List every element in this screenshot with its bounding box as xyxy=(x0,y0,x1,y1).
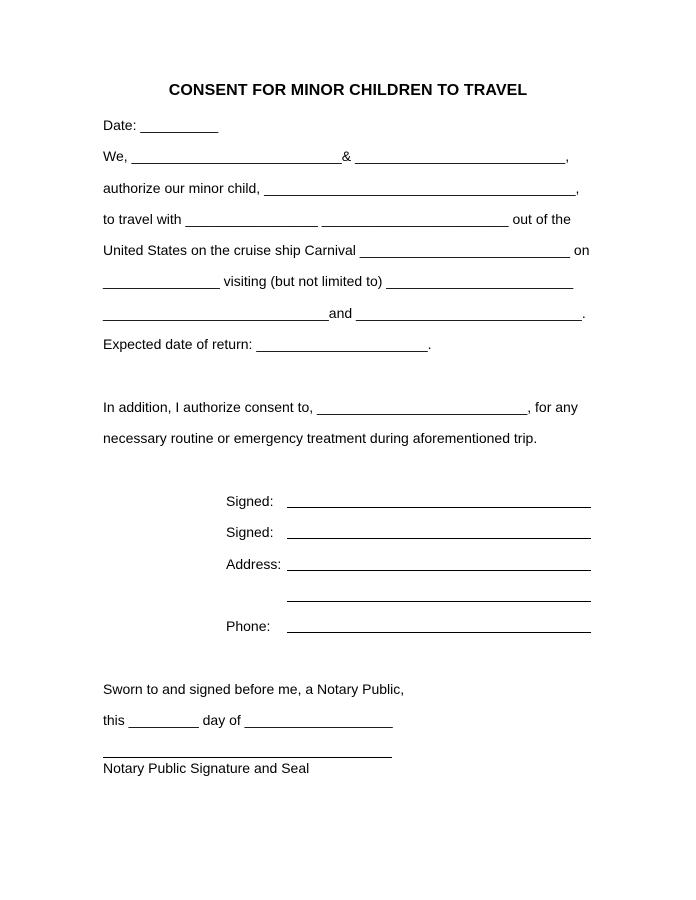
parents-names-line: We, ___________________________& ___________________________, xyxy=(103,148,570,164)
return-date-line: Expected date of return: ______________________. xyxy=(103,336,432,352)
address-rule-2 xyxy=(287,601,591,602)
phone-label: Phone: xyxy=(226,618,271,634)
cruise-ship-line: United States on the cruise ship Carnival ___________________________ on xyxy=(103,242,590,258)
notary-date-line: this _________ day of ___________________ xyxy=(103,712,393,728)
phone-rule xyxy=(287,632,591,633)
notary-signature-rule xyxy=(103,757,392,758)
consent-line: In addition, I authorize consent to, ___________________________, for any xyxy=(103,399,578,415)
notary-sworn-line: Sworn to and signed before me, a Notary Public, xyxy=(103,681,405,697)
date-line: Date: __________ xyxy=(103,117,219,133)
signed-label-2: Signed: xyxy=(226,524,274,540)
document-title: CONSENT FOR MINOR CHILDREN TO TRAVEL xyxy=(168,82,528,99)
minor-child-line: authorize our minor child, ________________________________________, xyxy=(103,180,580,196)
travel-with-line: to travel with _________________ ________________________ out of the xyxy=(103,211,571,227)
notary-signature-label: Notary Public Signature and Seal xyxy=(103,760,310,776)
visiting-line: _______________ visiting (but not limited to) ________________________ xyxy=(103,273,574,289)
address-label: Address: xyxy=(226,556,282,572)
destinations-line: _____________________________and _____________________________. xyxy=(103,305,586,321)
signed-label-1: Signed: xyxy=(226,493,274,509)
signature-rule-1 xyxy=(287,507,591,508)
treatment-line: necessary routine or emergency treatment during aforementioned trip. xyxy=(103,430,538,446)
address-rule-1 xyxy=(287,570,591,571)
signature-rule-2 xyxy=(287,538,591,539)
